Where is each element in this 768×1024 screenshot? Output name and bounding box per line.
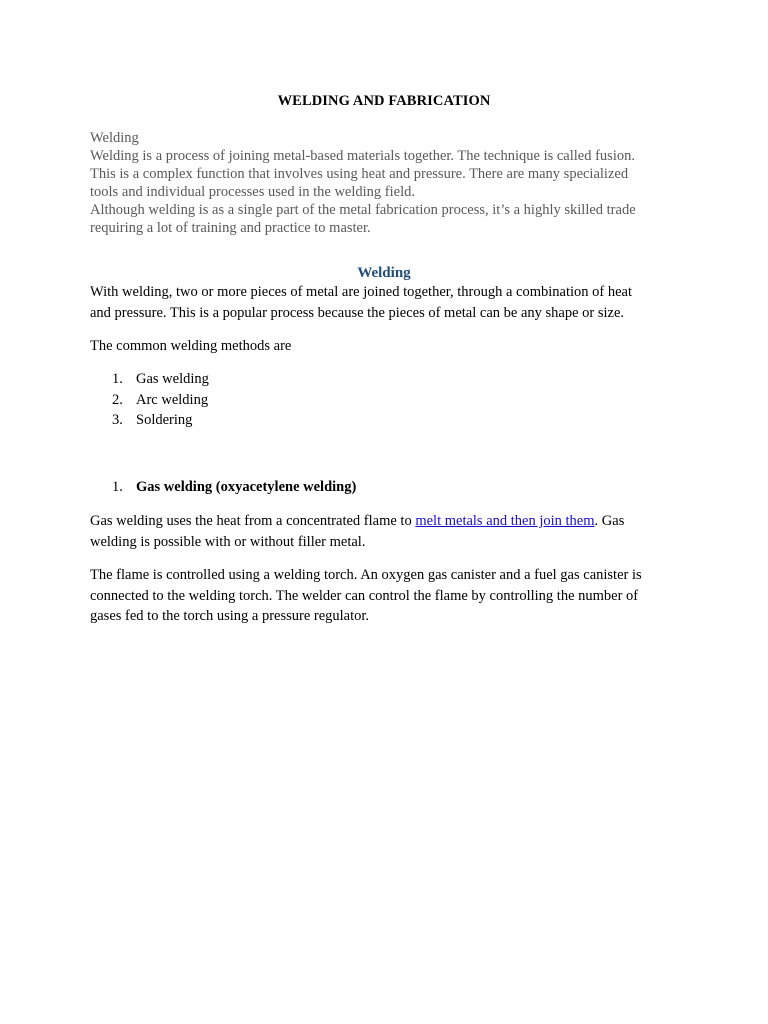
subsection-number: 1.: [112, 479, 123, 495]
methods-intro: [90, 336, 690, 357]
paragraph-line: connected to the welding torch. The welder can control the flame by controlling the number of: [90, 587, 639, 604]
text-segment: Gas welding uses the heat from a concentrated flame to: [90, 513, 416, 529]
document-title: WELDING AND FABRICATION: [277, 93, 491, 109]
list-item: [90, 390, 490, 411]
paragraph-line: welding is possible with or without filler metal.: [90, 533, 366, 550]
list-item-label: Soldering: [136, 412, 193, 428]
gas-welding-paragraph: [90, 511, 690, 552]
paragraph-line: The flame is controlled using a welding torch. An oxygen gas canister and a fuel gas canister is: [90, 567, 642, 583]
intro-line: tools and individual processes used in the welding field.: [90, 184, 415, 200]
list-item-label: Arc welding: [136, 391, 209, 408]
methods-intro-text: The common welding methods are: [90, 338, 292, 354]
intro-line: Welding is a process of joining metal-based materials together. The technique is called fusion.: [90, 148, 635, 164]
intro-heading: Welding: [90, 130, 139, 146]
paragraph-line: and pressure. This is a popular process because the pieces of metal can be any shape or size.: [90, 304, 625, 321]
melt-metals-link[interactable]: melt metals and then join them: [415, 513, 595, 529]
intro-line: Although welding is as a single part of the metal fabrication process, it’s a highly skilled trade: [90, 202, 636, 218]
intro-block: [90, 129, 690, 237]
text-segment: . Gas: [594, 513, 625, 529]
intro-line: requiring a lot of training and practice to master.: [90, 220, 371, 236]
intro-line: This is a complex function that involves using heat and pressure. There are many specialized: [90, 166, 629, 182]
subsection-title: Gas welding (oxyacetylene welding): [136, 479, 357, 495]
list-item-label: Gas welding: [136, 371, 209, 387]
paragraph-line: With welding, two or more pieces of metal are joined together, through a combination of heat: [90, 284, 633, 300]
paragraph-line: [90, 511, 690, 532]
subsection-heading: [90, 477, 690, 498]
list-item-number: 1.: [112, 371, 123, 387]
paragraph-line: gases fed to the torch using a pressure regulator.: [90, 608, 370, 624]
list-item: [90, 369, 490, 390]
section-heading-welding: Welding: [357, 265, 411, 281]
list-item: [90, 410, 490, 431]
list-item-number: 3.: [112, 412, 123, 428]
list-item-number: 2.: [112, 391, 123, 408]
flame-paragraph: [90, 565, 690, 627]
methods-list: [90, 369, 490, 431]
welding-paragraph: [90, 282, 690, 323]
